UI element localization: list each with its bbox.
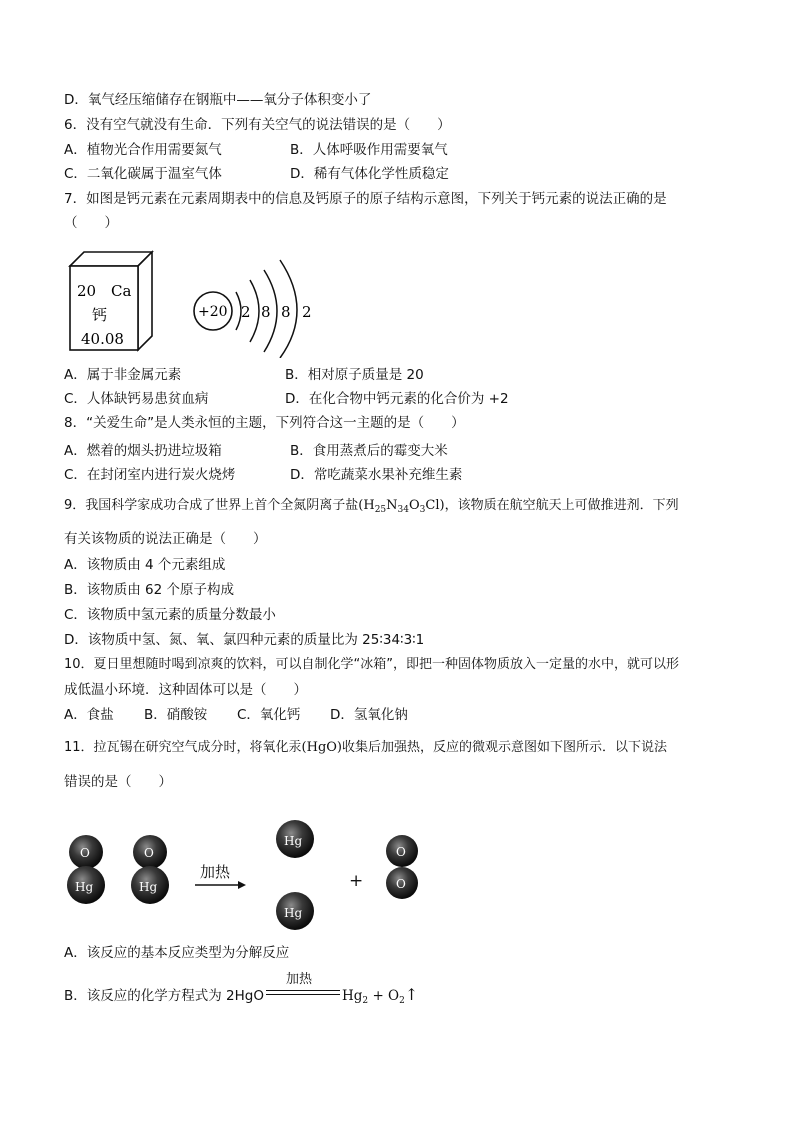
q10-stem-line1: 10．夏日里想随时喝到凉爽的饮料，可以自制化学“冰箱”，即把一种固体物质放入一定量的水中，就可以形 — [64, 657, 680, 672]
element-name: 钙 — [92, 306, 108, 324]
q9-option-d: D．该物质中氢、氮、氧、氯四种元素的质量比为 25∶34∶3∶1 — [64, 632, 425, 648]
q11-stem-line1: 11．拉瓦锡在研究空气成分时，将氧化汞(HgO)收集后加强热，反应的微观示意图如下图所示．以下说法 — [64, 740, 668, 755]
svg-text:Hg: Hg — [75, 880, 94, 894]
q7-option-d: D．在化合物中钙元素的化合价为 +2 — [285, 391, 509, 407]
q6-option-c: C．二氧化碳属于温室气体 — [64, 166, 222, 182]
q8-option-b: B．食用蒸煮后的霉变大米 — [290, 443, 448, 459]
element-symbol: Ca — [111, 282, 132, 300]
q7-option-a: A．属于非金属元素 — [64, 367, 182, 383]
svg-text:O: O — [396, 845, 406, 859]
atomic-mass: 40.08 — [81, 330, 124, 348]
atomic-number: 20 — [77, 282, 97, 300]
q11-option-a: A．该反应的基本反应类型为分解反应 — [64, 945, 290, 961]
q8-option-a: A．燃着的烟头扔进垃圾箱 — [64, 443, 222, 459]
svg-text:O: O — [144, 846, 154, 860]
q9-option-a: A．该物质由 4 个元素组成 — [64, 557, 226, 573]
q7-option-c: C．人体缺钙易患贫血病 — [64, 391, 209, 407]
q6-option-b: B．人体呼吸作用需要氧气 — [290, 142, 448, 158]
q11-formula: (HgO) — [301, 740, 343, 755]
q10-stem-line2: 成低温小环境．这种固体可以是（ ） — [64, 682, 307, 698]
shell-electrons-4: 2 — [302, 303, 312, 321]
nucleus-charge: +20 — [198, 304, 228, 320]
arrow-condition-label: 加热 — [200, 863, 231, 881]
q10-option-a: A．食盐 — [64, 707, 114, 723]
shell-electrons-2: 8 — [261, 303, 271, 321]
q7-stem: 7．如图是钙元素在元素周期表中的信息及钙原子的原子结构示意图，下列关于钙元素的说法正确的是 — [64, 191, 667, 207]
equation-condition: 加热 — [286, 972, 313, 987]
q6-option-a: A．植物光合作用需要氮气 — [64, 142, 222, 158]
svg-text:Hg: Hg — [284, 834, 303, 848]
q9-option-b: B．该物质由 62 个原子构成 — [64, 582, 235, 598]
q6-option-d: D．稀有气体化学性质稳定 — [290, 166, 449, 182]
q9-stem-line2: 有关该物质的说法正确是（ ） — [64, 531, 267, 547]
q11-option-b: B．该反应的化学方程式为 2HgO 加热 $Hg_2$ + $O_2↑$ — [64, 972, 419, 1006]
q5-option-d: D．氧气经压缩储存在钢瓶中——氧分子体积变小了 — [64, 92, 372, 108]
reaction-micro-diagram — [60, 815, 440, 944]
q10-option-d: D．氢氧化钠 — [330, 707, 408, 723]
svg-text:Hg: Hg — [139, 880, 158, 894]
element-cell-figure — [68, 248, 158, 360]
q10-option-b: B．硝酸铵 — [144, 707, 208, 723]
shell-electrons-1: 2 — [241, 303, 251, 321]
plus-sign: + — [349, 871, 364, 891]
q8-option-c: C．在封闭室内进行炭火烧烤 — [64, 467, 236, 483]
q8-stem: 8．“关爱生命”是人类永恒的主题，下列符合这一主题的是（ ） — [64, 415, 465, 431]
q7-option-b: B．相对原子质量是 20 — [285, 367, 424, 383]
q7-answer-paren: （ ） — [64, 215, 118, 231]
svg-text:O: O — [80, 846, 90, 860]
q9-option-c: C．该物质中氢元素的质量分数最小 — [64, 607, 276, 623]
svg-text:O: O — [396, 877, 406, 891]
q10-option-c: C．氧化钙 — [237, 707, 301, 723]
atomic-structure-figure — [188, 254, 328, 362]
q11-stem-line2: 错误的是（ ） — [64, 774, 172, 790]
q8-option-d: D．常吃蔬菜水果补充维生素 — [290, 467, 463, 483]
shell-electrons-3: 8 — [281, 303, 291, 321]
svg-text:Hg: Hg — [284, 906, 303, 920]
q9-stem-line1: 9．我国科学家成功合成了世界上首个全氮阴离子盐$(H_{25}N_{34}O_3Cl)$，该物质在航空航天上可做推进剂．下列 — [64, 498, 679, 515]
shell-arc-2 — [250, 280, 259, 342]
q9-formula: $(H_{25}N_{34}O_3Cl)$ — [358, 498, 445, 515]
q6-stem: 6．没有空气就没有生命．下列有关空气的说法错误的是（ ） — [64, 117, 451, 133]
